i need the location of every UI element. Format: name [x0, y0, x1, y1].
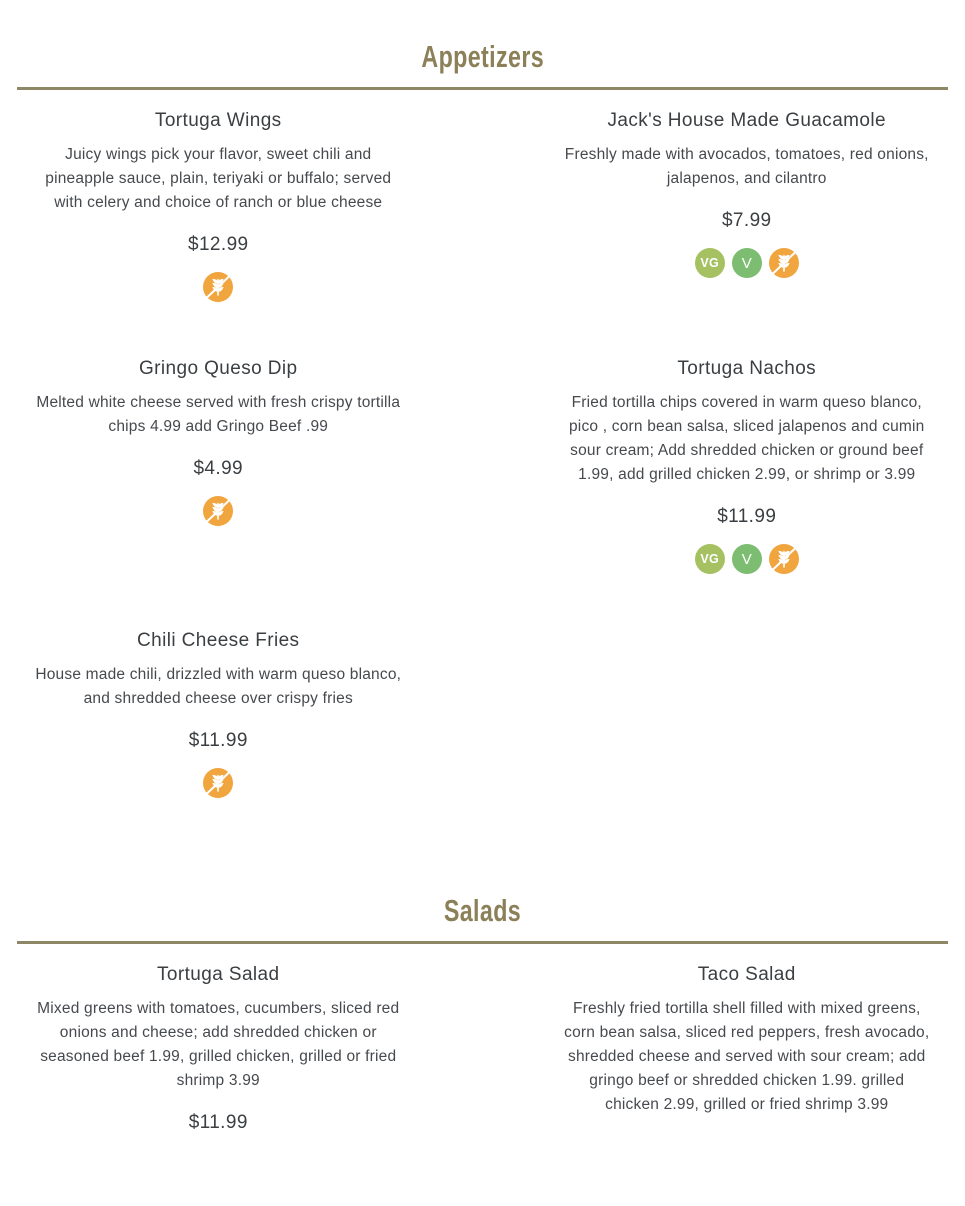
item-price: $7.99 — [721, 210, 772, 231]
menu-item-taco-salad — [562, 964, 933, 1136]
appetizers-grid — [33, 90, 932, 854]
item-name: Tortuga Wings — [154, 110, 282, 131]
dietary-badges — [33, 768, 404, 798]
menu-item-tortuga-salad — [33, 964, 404, 1150]
menu-item-guacamole — [562, 110, 933, 278]
vegetarian-icon: V — [732, 544, 762, 574]
section-title-text: Appetizers — [421, 39, 544, 74]
gluten-free-icon — [203, 272, 233, 302]
gluten-free-icon — [203, 768, 233, 798]
item-price: $4.99 — [193, 458, 244, 479]
salads-grid — [33, 944, 932, 1206]
item-price: $11.99 — [717, 506, 777, 527]
section-title-appetizers — [0, 40, 965, 74]
dietary-badges — [562, 544, 933, 574]
menu-item-tortuga-nachos — [562, 358, 933, 574]
item-price: $11.99 — [188, 1112, 248, 1133]
vegan-icon: VG — [695, 544, 725, 574]
item-price: $12.99 — [187, 234, 249, 255]
item-description: Mixed greens with tomatoes, cucumbers, sliced red onions and cheese; add shredded chicken or seasoned beef 1.99, grilled chicken, grilled or fried shrimp 3.99 — [37, 1000, 400, 1089]
item-name: Jack's House Made Guacamole — [607, 110, 886, 131]
vegetarian-icon: V — [732, 248, 762, 278]
item-description: Fried tortilla chips covered in warm queso blanco, pico , corn bean salsa, sliced jalapenos and cumin sour cream; Add shredded chicken or ground beef 1.99, add grilled chicken 2.99, or shrimp or 3.99 — [568, 394, 925, 483]
dietary-badges — [562, 248, 933, 278]
item-name: Tortuga Nachos — [677, 358, 817, 379]
item-name: Tortuga Salad — [157, 964, 280, 985]
item-description: Melted white cheese served with fresh crispy tortilla chips 4.99 add Gringo Beef .99 — [36, 394, 401, 435]
item-description: Freshly fried tortilla shell filled with mixed greens, corn bean salsa, sliced red peppers, fresh avocado, shredded cheese and served with sour cream; add gringo beef or shredded chicken 1.99. grilled chicken 2.99, grilled or fried shrimp 3.99 — [564, 1000, 930, 1113]
dietary-badges — [33, 272, 404, 302]
item-price: $11.99 — [188, 730, 248, 751]
menu-item-chili-cheese-fries — [33, 630, 404, 798]
dietary-badges — [33, 496, 404, 526]
gluten-free-icon — [203, 496, 233, 526]
item-name: Taco Salad — [697, 964, 796, 985]
vegan-icon: VG — [695, 248, 725, 278]
section-title-salads — [0, 894, 965, 928]
section-title-text: Salads — [443, 893, 522, 928]
gluten-free-icon — [769, 544, 799, 574]
menu-item-gringo-queso-dip — [33, 358, 404, 526]
item-description: Freshly made with avocados, tomatoes, red onions, jalapenos, and cilantro — [564, 146, 929, 187]
item-description: House made chili, drizzled with warm queso blanco, and shredded cheese over crispy fries — [35, 666, 402, 707]
section-salads — [0, 854, 965, 1206]
menu-item-tortuga-wings — [33, 110, 404, 302]
gluten-free-icon — [769, 248, 799, 278]
item-name: Chili Cheese Fries — [137, 630, 300, 651]
item-name: Gringo Queso Dip — [139, 358, 298, 379]
item-description: Juicy wings pick your flavor, sweet chili and pineapple sauce, plain, teriyaki or buffalo; served with celery and choice of ranch or blue cheese — [45, 146, 392, 211]
